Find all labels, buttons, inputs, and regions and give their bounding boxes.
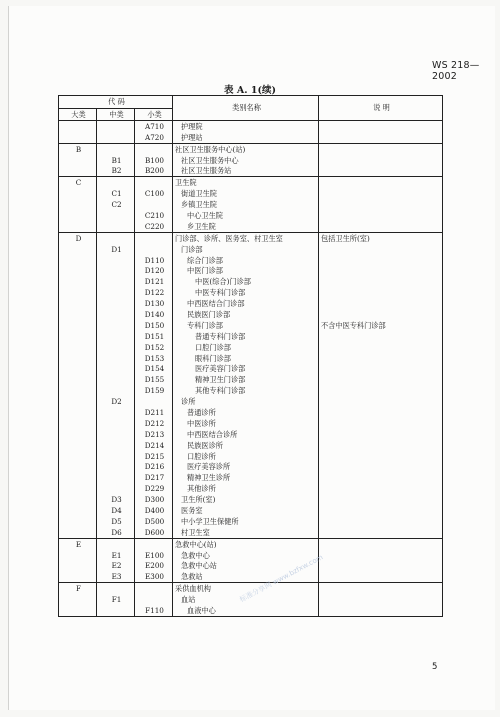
major-code-cell [59, 374, 97, 385]
table-row [59, 331, 443, 342]
major-code-cell [59, 418, 97, 429]
table-row [59, 221, 443, 232]
major-code-cell [59, 561, 97, 572]
category-name-cell: 精神卫生诊所 [173, 473, 319, 484]
major-code-cell [59, 429, 97, 440]
table-row [59, 342, 443, 353]
note-cell [319, 429, 443, 440]
table-row [59, 276, 443, 287]
major-code-cell [59, 505, 97, 516]
minor-code-cell: D153 [135, 353, 173, 364]
major-code-cell [59, 385, 97, 396]
page-number: 5 [432, 662, 438, 672]
table-row [59, 244, 443, 255]
middle-code-cell: D3 [97, 494, 135, 505]
minor-code-cell: C210 [135, 210, 173, 221]
table-row [59, 364, 443, 375]
middle-code-cell [97, 121, 135, 132]
minor-code-cell: D400 [135, 505, 173, 516]
major-code-cell [59, 364, 97, 375]
note-cell [319, 483, 443, 494]
major-code-cell [59, 407, 97, 418]
major-code-cell [59, 166, 97, 177]
table-row [59, 166, 443, 177]
table-row [59, 494, 443, 505]
minor-code-cell: D600 [135, 527, 173, 538]
category-name-cell: 急救中心 [173, 550, 319, 561]
category-name-cell: 普通诊所 [173, 407, 319, 418]
minor-code-cell [135, 244, 173, 255]
table-row [59, 396, 443, 407]
name-column-header: 类别名称 [173, 96, 319, 121]
major-code-cell [59, 473, 97, 484]
middle-code-cell: D1 [97, 244, 135, 255]
minor-code-cell [135, 177, 173, 188]
middle-code-cell [97, 255, 135, 266]
middle-code-cell [97, 473, 135, 484]
minor-code-cell: D216 [135, 462, 173, 473]
note-cell [319, 396, 443, 407]
note-cell [319, 298, 443, 309]
table-row [59, 177, 443, 188]
category-name-cell: 中西医结合诊所 [173, 429, 319, 440]
category-name-cell: 其他诊所 [173, 483, 319, 494]
category-name-cell: 眼科门诊部 [173, 353, 319, 364]
table-row [59, 210, 443, 221]
minor-code-cell: D217 [135, 473, 173, 484]
category-name-cell: 血站 [173, 594, 319, 605]
minor-code-cell [135, 538, 173, 549]
middle-code-cell: F1 [97, 594, 135, 605]
category-name-cell: 护理院 [173, 121, 319, 132]
table-header [59, 96, 443, 121]
table-row [59, 298, 443, 309]
middle-code-cell: C2 [97, 199, 135, 210]
category-name-cell: 卫生院 [173, 177, 319, 188]
major-code-cell [59, 483, 97, 494]
category-name-cell: 专科门诊部 [173, 320, 319, 331]
middle-code-cell [97, 451, 135, 462]
middle-code-cell [97, 210, 135, 221]
table-row [59, 374, 443, 385]
table-row [59, 407, 443, 418]
major-code-cell [59, 451, 97, 462]
middle-code-cell [97, 407, 135, 418]
note-cell: 包括卫生所(室) [319, 232, 443, 243]
minor-code-cell: B100 [135, 155, 173, 166]
category-name-cell: 乡镇卫生院 [173, 199, 319, 210]
note-cell [319, 364, 443, 375]
category-name-cell: 民族医门诊部 [173, 309, 319, 320]
table-row [59, 188, 443, 199]
classification-table [58, 95, 443, 617]
minor-code-cell [135, 396, 173, 407]
middle-code-cell: D5 [97, 516, 135, 527]
watermark-stamp: 标准分享网 www.bzfxw.com [238, 553, 325, 604]
table-caption: 表 A. 1(续) [224, 85, 276, 96]
category-name-cell: 中心卫生院 [173, 210, 319, 221]
note-cell [319, 605, 443, 616]
major-column-header: 大类 [59, 109, 97, 121]
middle-code-cell: B2 [97, 166, 135, 177]
table-row [59, 199, 443, 210]
major-code-cell [59, 266, 97, 277]
major-code-cell [59, 605, 97, 616]
category-name-cell: 采供血机构 [173, 583, 319, 594]
minor-code-cell: D130 [135, 298, 173, 309]
category-name-cell: 口腔诊所 [173, 451, 319, 462]
note-cell [319, 188, 443, 199]
note-cell [319, 155, 443, 166]
table-row [59, 418, 443, 429]
table-row [59, 572, 443, 583]
major-code-cell [59, 527, 97, 538]
note-cell [319, 143, 443, 154]
major-code-cell: B [59, 143, 97, 154]
note-cell [319, 199, 443, 210]
minor-code-cell: D150 [135, 320, 173, 331]
category-name-cell: 医疗美容门诊部 [173, 364, 319, 375]
minor-code-cell: D120 [135, 266, 173, 277]
category-name-cell: 中医(综合)门诊部 [173, 276, 319, 287]
middle-code-cell: E2 [97, 561, 135, 572]
minor-code-cell [135, 199, 173, 210]
middle-code-cell [97, 298, 135, 309]
category-name-cell: 中西医结合门诊部 [173, 298, 319, 309]
middle-code-cell [97, 320, 135, 331]
minor-code-cell: D214 [135, 440, 173, 451]
table-row [59, 232, 443, 243]
major-code-cell [59, 396, 97, 407]
major-code-cell [59, 342, 97, 353]
category-name-cell: 诊所 [173, 396, 319, 407]
category-name-cell: 护理站 [173, 132, 319, 143]
table-row [59, 429, 443, 440]
table-row [59, 287, 443, 298]
minor-code-cell: D110 [135, 255, 173, 266]
category-name-cell: 街道卫生院 [173, 188, 319, 199]
category-name-cell: 血液中心 [173, 605, 319, 616]
minor-code-cell [135, 232, 173, 243]
table-row [59, 473, 443, 484]
category-name-cell: 门诊部、诊所、医务室、村卫生室 [173, 232, 319, 243]
category-name-cell: 卫生所(室) [173, 494, 319, 505]
middle-code-cell [97, 374, 135, 385]
note-cell [319, 121, 443, 132]
major-code-cell [59, 210, 97, 221]
minor-code-cell: D121 [135, 276, 173, 287]
major-code-cell [59, 572, 97, 583]
category-name-cell: 医务室 [173, 505, 319, 516]
middle-code-cell [97, 385, 135, 396]
major-code-cell [59, 309, 97, 320]
category-name-cell: 急救中心(站) [173, 538, 319, 549]
major-code-cell [59, 331, 97, 342]
middle-code-cell: C1 [97, 188, 135, 199]
middle-code-cell [97, 266, 135, 277]
middle-code-cell [97, 583, 135, 594]
minor-code-cell: D155 [135, 374, 173, 385]
note-cell [319, 385, 443, 396]
major-code-cell [59, 516, 97, 527]
minor-code-cell: A710 [135, 121, 173, 132]
major-code-cell [59, 132, 97, 143]
table-row [59, 483, 443, 494]
middle-code-cell: D4 [97, 505, 135, 516]
note-cell [319, 494, 443, 505]
note-cell [319, 331, 443, 342]
minor-code-cell: D159 [135, 385, 173, 396]
middle-code-cell [97, 483, 135, 494]
minor-code-cell: D151 [135, 331, 173, 342]
table-row [59, 309, 443, 320]
minor-code-cell: C220 [135, 221, 173, 232]
category-name-cell: 普通专科门诊部 [173, 331, 319, 342]
major-code-cell [59, 199, 97, 210]
note-cell [319, 221, 443, 232]
category-name-cell: 中医门诊部 [173, 266, 319, 277]
note-cell [319, 561, 443, 572]
category-name-cell: 门诊部 [173, 244, 319, 255]
table-row [59, 353, 443, 364]
note-cell [319, 276, 443, 287]
note-cell [319, 266, 443, 277]
middle-code-cell [97, 177, 135, 188]
middle-code-cell [97, 132, 135, 143]
table-row [59, 440, 443, 451]
major-code-cell: F [59, 583, 97, 594]
middle-code-cell [97, 440, 135, 451]
major-code-cell [59, 494, 97, 505]
major-code-cell [59, 221, 97, 232]
note-cell [319, 177, 443, 188]
category-name-cell: 医疗美容诊所 [173, 462, 319, 473]
category-name-cell: 急救中心站 [173, 561, 319, 572]
major-code-cell [59, 121, 97, 132]
category-name-cell: 中医专科门诊部 [173, 287, 319, 298]
middle-code-cell [97, 331, 135, 342]
minor-code-cell: E100 [135, 550, 173, 561]
note-cell [319, 309, 443, 320]
middle-code-cell [97, 353, 135, 364]
minor-column-header: 小类 [135, 109, 173, 121]
table-row [59, 121, 443, 132]
note-cell [319, 462, 443, 473]
minor-code-cell: D152 [135, 342, 173, 353]
minor-code-cell [135, 143, 173, 154]
middle-code-cell [97, 287, 135, 298]
table-row [59, 505, 443, 516]
middle-code-cell: B1 [97, 155, 135, 166]
minor-code-cell: A720 [135, 132, 173, 143]
major-code-cell [59, 594, 97, 605]
category-name-cell: 口腔门诊部 [173, 342, 319, 353]
major-code-cell [59, 276, 97, 287]
minor-code-cell: D212 [135, 418, 173, 429]
major-code-cell [59, 440, 97, 451]
note-cell [319, 407, 443, 418]
minor-code-cell: C100 [135, 188, 173, 199]
minor-code-cell [135, 594, 173, 605]
major-code-cell [59, 353, 97, 364]
note-column-header: 说 明 [319, 96, 443, 121]
table-row [59, 155, 443, 166]
major-code-cell [59, 462, 97, 473]
table-row [59, 538, 443, 549]
note-cell [319, 132, 443, 143]
note-cell [319, 594, 443, 605]
minor-code-cell: D154 [135, 364, 173, 375]
middle-code-cell [97, 342, 135, 353]
category-name-cell: 民族医诊所 [173, 440, 319, 451]
note-cell [319, 572, 443, 583]
minor-code-cell: F110 [135, 605, 173, 616]
note-cell [319, 353, 443, 364]
middle-code-cell [97, 276, 135, 287]
category-name-cell: 乡卫生院 [173, 221, 319, 232]
minor-code-cell: D215 [135, 451, 173, 462]
note-cell [319, 550, 443, 561]
note-cell [319, 287, 443, 298]
note-cell [319, 440, 443, 451]
note-cell [319, 451, 443, 462]
major-code-cell: D [59, 232, 97, 243]
note-cell [319, 473, 443, 484]
note-cell [319, 418, 443, 429]
middle-code-cell [97, 232, 135, 243]
major-code-cell [59, 298, 97, 309]
category-name-cell: 其他专科门诊部 [173, 385, 319, 396]
major-code-cell [59, 244, 97, 255]
note-cell [319, 255, 443, 266]
middle-code-cell [97, 143, 135, 154]
minor-code-cell: E300 [135, 572, 173, 583]
table-row [59, 385, 443, 396]
table-row [59, 605, 443, 616]
middle-column-header: 中类 [97, 109, 135, 121]
note-cell [319, 166, 443, 177]
middle-code-cell [97, 418, 135, 429]
middle-code-cell [97, 364, 135, 375]
minor-code-cell: D140 [135, 309, 173, 320]
note-cell [319, 583, 443, 594]
category-name-cell: 社区卫生服务站 [173, 166, 319, 177]
middle-code-cell [97, 429, 135, 440]
middle-code-cell [97, 309, 135, 320]
note-cell [319, 505, 443, 516]
category-name-cell: 中小学卫生保健所 [173, 516, 319, 527]
major-code-cell [59, 155, 97, 166]
category-name-cell: 急救站 [173, 572, 319, 583]
table-row [59, 561, 443, 572]
middle-code-cell [97, 538, 135, 549]
middle-code-cell [97, 605, 135, 616]
category-name-cell: 精神卫生门诊部 [173, 374, 319, 385]
standard-number: WS 218—2002 [432, 60, 480, 82]
major-code-cell: E [59, 538, 97, 549]
note-cell [319, 516, 443, 527]
middle-code-cell: E1 [97, 550, 135, 561]
major-code-cell [59, 550, 97, 561]
table-row [59, 527, 443, 538]
middle-code-cell: D6 [97, 527, 135, 538]
table-row [59, 516, 443, 527]
table-row [59, 462, 443, 473]
note-cell [319, 210, 443, 221]
major-code-cell: C [59, 177, 97, 188]
minor-code-cell: B200 [135, 166, 173, 177]
table-row [59, 266, 443, 277]
note-cell [319, 374, 443, 385]
middle-code-cell [97, 462, 135, 473]
middle-code-cell [97, 221, 135, 232]
table-row [59, 320, 443, 331]
minor-code-cell: D211 [135, 407, 173, 418]
note-cell [319, 527, 443, 538]
note-cell [319, 244, 443, 255]
middle-code-cell: E3 [97, 572, 135, 583]
major-code-cell [59, 320, 97, 331]
table-row [59, 550, 443, 561]
note-cell [319, 538, 443, 549]
minor-code-cell: D213 [135, 429, 173, 440]
code-group-header: 代 码 [59, 96, 173, 109]
category-name-cell: 村卫生室 [173, 527, 319, 538]
table-row [59, 132, 443, 143]
middle-code-cell: D2 [97, 396, 135, 407]
minor-code-cell: D229 [135, 483, 173, 494]
major-code-cell [59, 188, 97, 199]
minor-code-cell: E200 [135, 561, 173, 572]
category-name-cell: 社区卫生服务中心(站) [173, 143, 319, 154]
note-cell [319, 342, 443, 353]
major-code-cell [59, 287, 97, 298]
table-row [59, 451, 443, 462]
table-row [59, 143, 443, 154]
minor-code-cell: D300 [135, 494, 173, 505]
minor-code-cell: D500 [135, 516, 173, 527]
minor-code-cell: D122 [135, 287, 173, 298]
category-name-cell: 综合门诊部 [173, 255, 319, 266]
table-row [59, 255, 443, 266]
major-code-cell [59, 255, 97, 266]
category-name-cell: 社区卫生服务中心 [173, 155, 319, 166]
minor-code-cell [135, 583, 173, 594]
table-body [59, 121, 443, 617]
category-name-cell: 中医诊所 [173, 418, 319, 429]
note-cell: 不含中医专科门诊部 [319, 320, 443, 331]
